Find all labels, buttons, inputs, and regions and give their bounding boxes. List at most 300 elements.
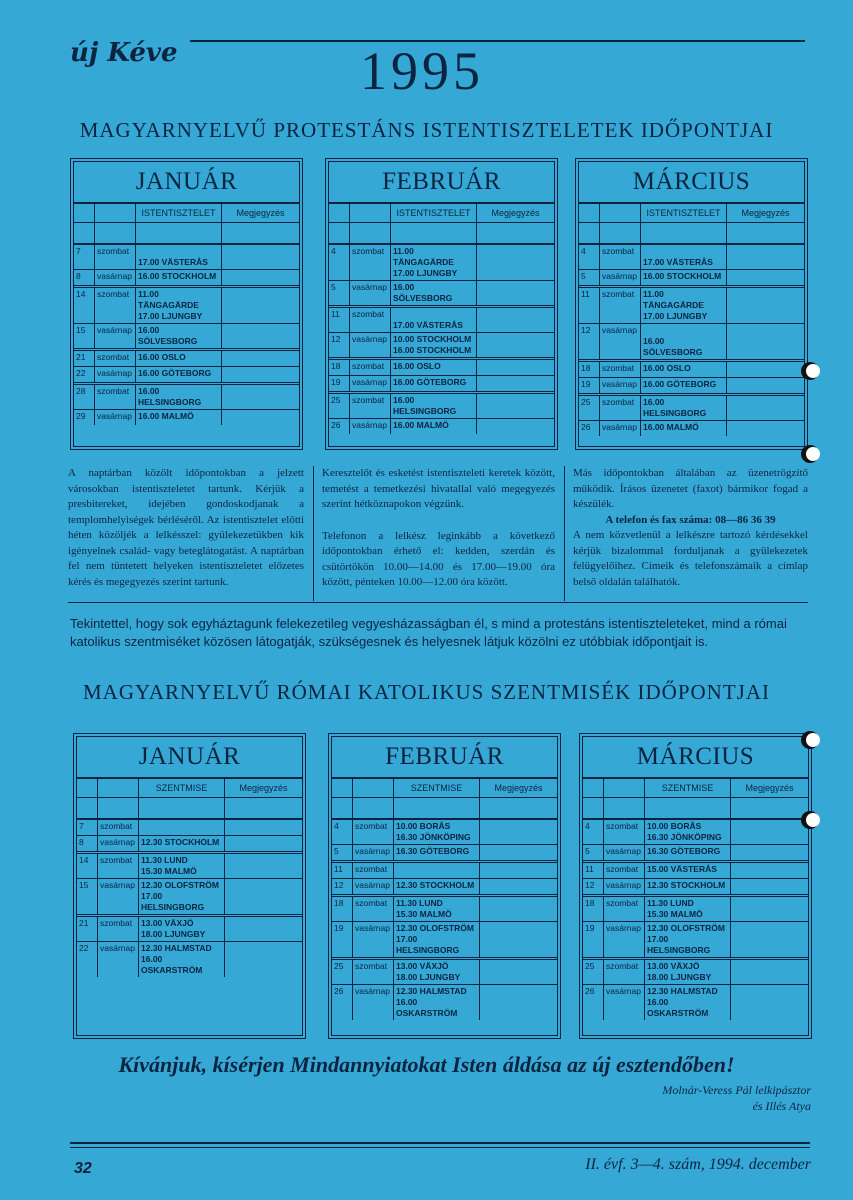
column-header-row (583, 779, 808, 798)
month-table (579, 733, 812, 1039)
weekend-group (74, 351, 299, 385)
schedule-row (77, 942, 302, 977)
blank-row (332, 798, 557, 820)
day-number: 25 (334, 961, 344, 971)
schedule-row (329, 281, 554, 305)
signature-line-2: és Illés Atya (752, 1099, 811, 1113)
column-header-service: SZENTMISE (393, 779, 479, 797)
blank-cell (583, 798, 603, 818)
weekend-group (329, 394, 554, 434)
schedule-row (332, 845, 557, 860)
column-header-day (74, 204, 94, 222)
info-column-contact (573, 466, 808, 590)
service-times: 13.00 VÄXJÖ 18.00 LJUNGBY (393, 960, 479, 984)
service-times: 12.30 OLOFSTRÖM 17.00 HELSINGBORG (138, 879, 224, 914)
blank-cell (730, 798, 808, 818)
note-cell (726, 270, 804, 285)
schedule-row (583, 897, 808, 922)
note-cell (479, 863, 557, 878)
note-cell (730, 897, 808, 921)
day-number: 11 (334, 864, 343, 874)
service-times: 12.30 OLOFSTRÖM 17.00 HELSINGBORG (644, 922, 730, 957)
service-times: 16.00 OSLO (135, 351, 221, 366)
note-cell (221, 245, 299, 269)
note-cell (221, 410, 299, 425)
blank-row (583, 798, 808, 820)
blank-cell (77, 798, 97, 818)
blessing-line: Kívánjuk, kísérjen Mindannyiatokat Isten áldása az új esztendőben! (118, 1052, 735, 1077)
day-number: 12 (334, 880, 344, 890)
note-cell (479, 879, 557, 894)
schedule-row (583, 922, 808, 957)
weekend-group (77, 854, 302, 917)
weekday: szombat (352, 960, 393, 984)
weekend-group (332, 820, 557, 863)
schedule-row (583, 960, 808, 985)
weekday: vasárnap (94, 270, 135, 285)
service-times: 16.00 HELSINGBORG (135, 385, 221, 409)
service-times: 16.00 MALMÖ (390, 419, 476, 434)
column-header-day (579, 204, 599, 222)
weekend-group (579, 396, 804, 436)
note-cell (224, 917, 302, 941)
binder-hole-icon (806, 447, 820, 461)
note-cell (221, 324, 299, 348)
weekend-group (329, 308, 554, 360)
weekday: vasárnap (603, 985, 644, 1020)
weekend-group (332, 863, 557, 897)
service-times: 16.00 SÖLVESBORG (640, 324, 726, 359)
service-times: 13.00 VÄXJÖ 18.00 LJUNGBY (138, 917, 224, 941)
day-number: 19 (585, 923, 595, 933)
info-column-schedule (68, 466, 304, 590)
schedule-row (579, 245, 804, 270)
column-header-row (329, 204, 554, 223)
note-cell (726, 396, 804, 420)
weekday: vasárnap (599, 324, 640, 359)
day-number: 22 (76, 368, 86, 378)
weekday: szombat (603, 960, 644, 984)
schedule-row (74, 288, 299, 324)
note-cell (479, 897, 557, 921)
schedule-row (579, 378, 804, 393)
service-times: 17.00 VÄSTERÅS (640, 245, 726, 269)
weekend-group (579, 288, 804, 362)
service-times (393, 863, 479, 878)
phone-fax-number: A telefon és fax száma: 08—86 36 39 (605, 513, 776, 526)
weekday: szombat (599, 396, 640, 420)
schedule-row (74, 410, 299, 425)
weekday: vasárnap (599, 378, 640, 393)
weekday: szombat (94, 351, 135, 366)
service-times (138, 820, 224, 835)
blank-cell (135, 223, 221, 243)
service-times: 11.30 LUND 15.30 MALMÖ (393, 897, 479, 921)
blank-cell (476, 223, 554, 243)
weekend-group (332, 897, 557, 960)
note-cell (221, 385, 299, 409)
schedule-row (329, 360, 554, 376)
month-table (575, 158, 808, 450)
weekend-group (332, 960, 557, 1020)
service-times: 16.00 OSLO (640, 362, 726, 377)
schedule-row (332, 863, 557, 879)
note-cell (726, 378, 804, 393)
service-times: 11.30 LUND 15.30 MALMÖ (138, 854, 224, 878)
blank-cell (726, 223, 804, 243)
weekday: szombat (349, 245, 390, 280)
schedule-row (579, 288, 804, 324)
day-number: 18 (581, 363, 591, 373)
info-divider (564, 466, 565, 601)
weekday: vasárnap (603, 845, 644, 860)
note-cell (221, 367, 299, 382)
weekday: vasárnap (97, 942, 138, 977)
note-cell (726, 421, 804, 436)
binder-hole-icon (806, 364, 820, 378)
schedule-row (329, 308, 554, 333)
schedule-row (74, 385, 299, 410)
schedule-row (74, 367, 299, 382)
schedule-row (77, 836, 302, 851)
weekday: vasárnap (603, 922, 644, 957)
day-number: 19 (331, 377, 341, 387)
weekday: szombat (599, 245, 640, 269)
column-header-day (77, 779, 97, 797)
day-number: 21 (76, 352, 86, 362)
service-times: 16.00 GÖTEBORG (135, 367, 221, 382)
weekday: szombat (94, 385, 135, 409)
schedule-row (77, 879, 302, 914)
schedule-row (583, 820, 808, 845)
weekday: vasárnap (349, 376, 390, 391)
catholic-section-title: MAGYARNYELVŰ RÓMAI KATOLIKUS SZENTMISÉK IDŐPONTJAI (82, 680, 770, 704)
column-header-day (583, 779, 603, 797)
column-header-weekday (97, 779, 138, 797)
weekday: vasárnap (94, 324, 135, 348)
weekend-group (329, 245, 554, 308)
day-number: 21 (79, 918, 89, 928)
month-name: MÁRCIUS (579, 162, 804, 204)
masthead-rule (190, 40, 805, 42)
note-cell (224, 942, 302, 977)
weekend-group (579, 245, 804, 288)
blank-cell (479, 798, 557, 818)
blank-cell (332, 798, 352, 818)
schedule-row (329, 376, 554, 391)
blank-row (77, 798, 302, 820)
weekend-group (74, 288, 299, 351)
signature (662, 1082, 811, 1114)
weekend-group (77, 820, 302, 854)
column-header-note: Megjegyzés (730, 779, 808, 797)
note-cell (479, 820, 557, 844)
service-times: 16.30 GÖTEBORG (644, 845, 730, 860)
weekday: vasárnap (349, 281, 390, 305)
service-times: 16.00 HELSINGBORG (390, 394, 476, 418)
blank-cell (94, 223, 135, 243)
note-cell (476, 394, 554, 418)
schedule-row (74, 324, 299, 348)
note-cell (730, 863, 808, 878)
service-times: 13.00 VÄXJÖ 18.00 LJUNGBY (644, 960, 730, 984)
weekday: vasárnap (603, 879, 644, 894)
day-number: 29 (76, 411, 86, 421)
weekday: vasárnap (349, 419, 390, 434)
column-header-day (332, 779, 352, 797)
weekday: szombat (352, 820, 393, 844)
note-cell (730, 820, 808, 844)
day-number: 15 (79, 880, 89, 890)
month-name: FEBRUÁR (329, 162, 554, 204)
weekday: vasárnap (97, 836, 138, 851)
weekend-group (74, 385, 299, 425)
note-cell (476, 360, 554, 375)
day-number: 12 (331, 334, 341, 344)
day-number: 25 (581, 397, 591, 407)
day-number: 11 (585, 864, 594, 874)
weekday: szombat (352, 897, 393, 921)
blank-cell (603, 798, 644, 818)
service-times: 11.00 TÄNGAGÄRDE 17.00 LJUNGBY (640, 288, 726, 323)
service-times: 16.30 GÖTEBORG (393, 845, 479, 860)
schedule-row (329, 394, 554, 419)
blank-cell (644, 798, 730, 818)
month-table (70, 158, 303, 450)
column-header-row (579, 204, 804, 223)
weekday: vasárnap (352, 879, 393, 894)
day-number: 26 (331, 420, 341, 430)
schedule-row (74, 245, 299, 270)
column-header-service: ISTENTISZTELET (640, 204, 726, 222)
day-number: 4 (585, 821, 590, 831)
column-header-row (74, 204, 299, 223)
weekend-group (329, 360, 554, 394)
weekday: vasárnap (97, 879, 138, 914)
note-cell (479, 845, 557, 860)
day-number: 19 (581, 379, 591, 389)
blank-cell (74, 223, 94, 243)
note-cell (476, 333, 554, 357)
weekday: szombat (599, 362, 640, 377)
day-number: 11 (331, 309, 340, 319)
service-times: 12.30 STOCKHOLM (393, 879, 479, 894)
info-schedule-text: A naptárban közölt időpontokban a jelzett városokban istentiszteletet tartunk. Kérjük a presbitereket, idejében gondoskodjanak a templomhelyiségek bérléséről. Az istentisztelet előtti héten közöljék a lelkésszel: gyülekezetükben kik igényelnek család- vagy beteglátogatást. A naptárban fel nem tüntetett helyeken istentiszteletet előzetes kérés és megegyezés szerint tartunk. (68, 467, 304, 588)
column-header-note: Megjegyzés (476, 204, 554, 222)
service-times: 10.00 BORÅS 16.30 JÖNKÖPING (644, 820, 730, 844)
column-header-weekday (599, 204, 640, 222)
column-header-service: ISTENTISZTELET (135, 204, 221, 222)
info-column-ceremonies (322, 466, 555, 591)
blank-cell (352, 798, 393, 818)
note-cell (476, 419, 554, 434)
schedule-row (77, 820, 302, 836)
binder-hole-icon (806, 733, 820, 747)
note-cell (730, 922, 808, 957)
column-header-weekday (94, 204, 135, 222)
schedule-row (583, 879, 808, 894)
service-times: 12.30 STOCKHOLM (138, 836, 224, 851)
weekend-group (74, 245, 299, 288)
weekday: vasárnap (94, 367, 135, 382)
info-divider (313, 466, 314, 601)
weekday: szombat (97, 820, 138, 835)
note-cell (224, 836, 302, 851)
service-times: 16.00 SÖLVESBORG (390, 281, 476, 305)
day-number: 7 (76, 246, 81, 256)
service-times: 16.00 GÖTEBORG (640, 378, 726, 393)
service-times: 11.00 TÄNGAGÄRDE 17.00 LJUNGBY (390, 245, 476, 280)
blank-cell (640, 223, 726, 243)
blank-row (579, 223, 804, 245)
service-times: 16.00 STOCKHOLM (640, 270, 726, 285)
schedule-row (332, 922, 557, 957)
footer-rule (70, 1142, 810, 1148)
weekday: szombat (352, 863, 393, 878)
column-header-weekday (603, 779, 644, 797)
schedule-row (329, 333, 554, 357)
blank-cell (138, 798, 224, 818)
note-cell (726, 288, 804, 323)
schedule-row (583, 845, 808, 860)
schedule-row (583, 985, 808, 1020)
info-ceremonies-text: Keresztelőt és esketést istentiszteleti keretek között, temetést a temetkezési hivatallal való megegyezés szerint hétköznapokon végzünk. (322, 467, 555, 510)
weekday: vasárnap (599, 421, 640, 436)
weekday: szombat (349, 308, 390, 332)
column-header-row (332, 779, 557, 798)
schedule-row (332, 820, 557, 845)
weekday: szombat (94, 288, 135, 323)
note-cell (224, 879, 302, 914)
service-times: 12.30 HALMSTAD 16.00 OSKARSTRÖM (644, 985, 730, 1020)
schedule-row (579, 421, 804, 436)
weekday: vasárnap (349, 333, 390, 357)
note-cell (730, 960, 808, 984)
month-name: JANUÁR (77, 737, 302, 779)
day-number: 12 (581, 325, 591, 335)
weekday: vasárnap (599, 270, 640, 285)
service-times: 16.00 OSLO (390, 360, 476, 375)
month-table (325, 158, 558, 450)
month-table (73, 733, 306, 1039)
month-name: JANUÁR (74, 162, 299, 204)
info-supervisors-text: A nem közvetlenül a lelkészre tartozó kérdésekkel kérjük bizalommal forduljanak a gyülekezetek felügyelőihez. Címeik és telefonszámaik a címlap belső oldalán találhatók. (573, 529, 808, 588)
day-number: 25 (585, 961, 595, 971)
note-cell (479, 922, 557, 957)
day-number: 28 (76, 386, 86, 396)
service-times: 16.00 SÖLVESBORG (135, 324, 221, 348)
info-phone-hours-text: Telefonon a lelkész leginkább a következő időpontokban érhető el: kedden, szerdán és csütörtökön 10.00—14.00 és 17.00—19.00 óra között, pénteken 10.00—12.00 óra között. (322, 529, 555, 588)
weekday: szombat (603, 820, 644, 844)
month-name: FEBRUÁR (332, 737, 557, 779)
day-number: 4 (331, 246, 336, 256)
service-times: 12.30 HALMSTAD 16.00 OSKARSTRÖM (393, 985, 479, 1020)
column-header-note: Megjegyzés (221, 204, 299, 222)
blank-cell (329, 223, 349, 243)
note-cell (730, 879, 808, 894)
column-header-note: Megjegyzés (224, 779, 302, 797)
note-cell (476, 281, 554, 305)
blank-cell (224, 798, 302, 818)
column-header-service: ISTENTISZTELET (390, 204, 476, 222)
note-cell (476, 245, 554, 280)
day-number: 8 (76, 271, 81, 281)
blank-cell (599, 223, 640, 243)
service-times: 17.00 VÄSTERÅS (135, 245, 221, 269)
service-times: 12.30 OLOFSTRÖM 17.00 HELSINGBORG (393, 922, 479, 957)
page-number: 32 (74, 1160, 92, 1177)
service-times: 16.00 MALMÖ (135, 410, 221, 425)
day-number: 18 (585, 898, 595, 908)
signature-line-1: Molnár-Veress Pál lelkipásztor (662, 1083, 811, 1097)
schedule-row (329, 419, 554, 434)
blank-cell (579, 223, 599, 243)
blank-row (329, 223, 554, 245)
weekday: szombat (599, 288, 640, 323)
weekday: vasárnap (352, 922, 393, 957)
day-number: 5 (331, 282, 336, 292)
service-times: 12.30 STOCKHOLM (644, 879, 730, 894)
day-number: 5 (581, 271, 586, 281)
weekend-group (579, 362, 804, 396)
column-header-row (77, 779, 302, 798)
note-cell (221, 288, 299, 323)
schedule-row (579, 270, 804, 285)
service-times: 16.00 GÖTEBORG (390, 376, 476, 391)
weekend-group (583, 863, 808, 897)
info-bottom-rule (68, 602, 808, 603)
column-header-service: SZENTMISE (138, 779, 224, 797)
note-cell (479, 985, 557, 1020)
note-cell (726, 362, 804, 377)
column-header-weekday (352, 779, 393, 797)
day-number: 18 (334, 898, 344, 908)
protestant-section-title: MAGYARNYELVŰ PROTESTÁNS ISTENTISZTELETEK IDŐPONTJAI (79, 118, 774, 142)
service-times: 16.00 STOCKHOLM (135, 270, 221, 285)
schedule-row (583, 863, 808, 879)
day-number: 14 (76, 289, 86, 299)
day-number: 26 (581, 422, 591, 432)
day-number: 4 (581, 246, 586, 256)
weekday: vasárnap (94, 410, 135, 425)
weekday: szombat (349, 394, 390, 418)
column-header-service: SZENTMISE (644, 779, 730, 797)
blank-cell (221, 223, 299, 243)
day-number: 12 (585, 880, 595, 890)
service-times: 12.30 HALMSTAD 16.00 OSKARSTRÖM (138, 942, 224, 977)
info-answering-text: Más időpontokban általában az üzenetrögzítő működik. Írásos üzenetet (faxot) bármikor fogad a készülék. (573, 467, 808, 510)
weekday: vasárnap (352, 985, 393, 1020)
day-number: 22 (79, 943, 89, 953)
note-cell (221, 351, 299, 366)
day-number: 8 (79, 837, 84, 847)
weekend-group (583, 960, 808, 1020)
note-cell (224, 854, 302, 878)
schedule-row (74, 270, 299, 285)
note-cell (476, 376, 554, 391)
schedule-row (579, 324, 804, 359)
note-cell (224, 820, 302, 835)
schedule-row (332, 897, 557, 922)
weekend-group (583, 897, 808, 960)
service-times: 10.00 STOCKHOLM 16.00 STOCKHOLM (390, 333, 476, 357)
day-number: 5 (585, 846, 590, 856)
service-times: 10.00 BORÅS 16.30 JÖNKÖPING (393, 820, 479, 844)
blank-cell (390, 223, 476, 243)
weekend-group (583, 820, 808, 863)
note-cell (730, 985, 808, 1020)
day-number: 11 (581, 289, 590, 299)
